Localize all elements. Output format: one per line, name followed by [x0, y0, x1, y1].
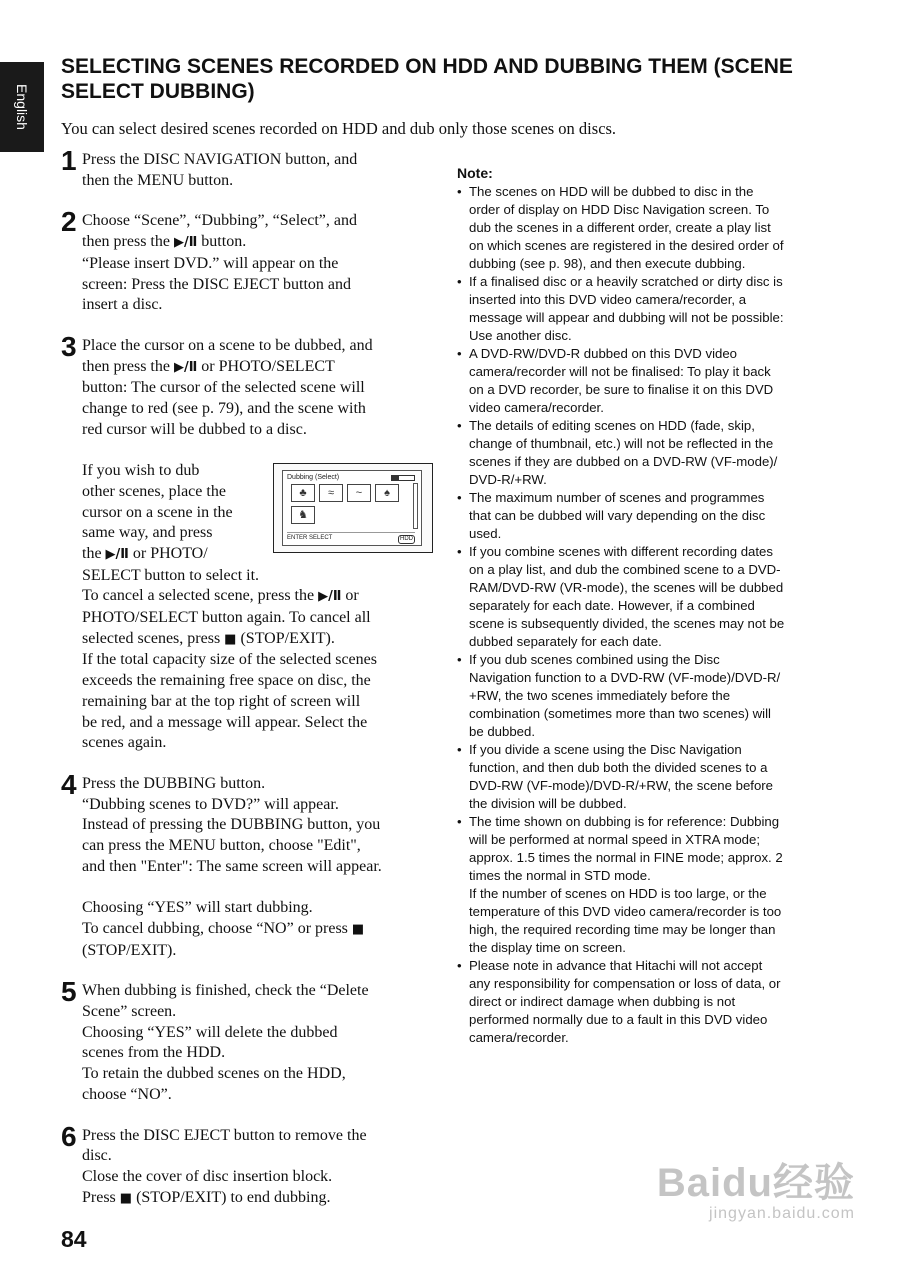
note-text: Please note in advance that Hitachi will not accept	[469, 958, 763, 973]
bullet-icon: •	[457, 652, 462, 667]
bullet-icon: •	[457, 184, 462, 199]
step-text: Choose “Scene”, “Dubbing”, “Select”, and	[82, 212, 358, 230]
step-text: selected scenes, press ■ (STOP/EXIT).	[82, 629, 335, 647]
note-text: direct or indirect damage when dubbing is not	[469, 994, 736, 1009]
bullet-icon: •	[457, 544, 462, 559]
stop-icon: ■	[119, 1190, 133, 1206]
note-text: be dubbed.	[469, 724, 536, 739]
note-text: The time shown on dubbing is for reference: Dubbing	[469, 814, 780, 829]
note-text: message will appear and dubbing will not be possible:	[469, 310, 784, 325]
note-text: Navigation function to a DVD-RW (VF-mode)/DVD-R/	[469, 670, 781, 685]
thumbnail-icon: ♣	[291, 484, 315, 502]
watermark-url: jingyan.baidu.com	[709, 1205, 855, 1222]
note-text: scene is subsequently divided, the scenes may not be	[469, 616, 785, 631]
bullet-icon: •	[457, 346, 462, 361]
stop-icon: ■	[224, 631, 237, 647]
note-text: on a play list, and dub the combined scene to a DVD-	[469, 562, 781, 577]
note-text: high, the required recording time may be longer than	[469, 922, 776, 937]
step-text: disc.	[82, 1147, 112, 1165]
note-text: If you combine scenes with different recording dates	[469, 544, 773, 559]
note-item	[457, 345, 837, 417]
step-text: PHOTO/SELECT button again. To cancel all	[82, 609, 371, 627]
bullet-icon: •	[457, 742, 462, 757]
note-text: approx. 1.5 times the normal in FINE mode; approx. 2	[469, 850, 783, 865]
note-item	[457, 489, 837, 543]
step-text: button: The cursor of the selected scene will	[82, 379, 365, 397]
step-text: Place the cursor on a scene to be dubbed, and	[82, 336, 373, 354]
note-text: The scenes on HDD will be dubbed to disc in the	[469, 184, 754, 199]
step-text: remaining bar at the top right of screen will	[82, 692, 361, 710]
note-text: camera/recorder.	[469, 1030, 569, 1045]
step-text: If you wish to dub	[82, 462, 200, 480]
note-text: on which scenes are registered in the desired order of	[469, 238, 784, 253]
note-text: If a finalised disc or a heavily scratched or dirty disc is	[469, 274, 783, 289]
thumbnail-icon: ≈	[319, 484, 343, 502]
play-pause-icon: ▶/Ⅱ	[318, 589, 342, 605]
step-number: 1	[61, 145, 77, 176]
bullet-icon: •	[457, 958, 462, 973]
note-text: times the normal in STD mode.	[469, 868, 651, 883]
note-item	[457, 651, 837, 741]
step-text: When dubbing is finished, check the “Delete	[82, 982, 369, 1000]
step-2	[61, 206, 433, 316]
step-text: the ▶/Ⅱ or PHOTO/	[82, 544, 208, 562]
step-text: Instead of pressing the DUBBING button, you	[82, 816, 381, 834]
step-number: 3	[61, 330, 77, 362]
step-6	[61, 1120, 433, 1210]
step-number: 4	[61, 768, 77, 800]
step-1	[61, 145, 433, 191]
scrollbar-icon	[413, 483, 418, 529]
step-text: “Please insert DVD.” will appear on the	[82, 254, 339, 272]
step-text: If the total capacity size of the selected scenes	[82, 651, 377, 669]
step-text: red cursor will be dubbed to a disc.	[82, 420, 307, 438]
note-text: function, and then dub both the divided scenes to a	[469, 760, 768, 775]
note-item	[457, 417, 837, 489]
step-text: To cancel a selected scene, press the ▶/Ⅱ or	[82, 587, 359, 605]
step-text: then press the ▶/Ⅱ button.	[82, 233, 247, 251]
hdd-badge: HDD	[400, 536, 413, 543]
bullet-icon: •	[457, 490, 462, 505]
step-3	[61, 330, 433, 754]
note-text: inserted into this DVD video camera/recorder, a	[469, 292, 747, 307]
note-text: order of display on HDD Disc Navigation screen. To	[469, 202, 770, 217]
step-number: 6	[61, 1120, 77, 1152]
step-text: Press the DISC NAVIGATION button, and	[82, 151, 358, 168]
step-text: exceeds the remaining free space on disc, the	[82, 672, 371, 690]
note-text: the division will be dubbed.	[469, 796, 627, 811]
note-item	[457, 543, 837, 651]
page-title: SELECTING SCENES RECORDED ON HDD AND DUBBING THEM (SCENE SELECT DUBBING)	[61, 55, 793, 103]
thumbnail-icon: ♠	[375, 484, 399, 502]
note-text: If the number of scenes on HDD is too large, or the	[469, 886, 767, 901]
step-text: then press the ▶/Ⅱ or PHOTO/SELECT	[82, 357, 335, 375]
note-text: DVD-RW (VF-mode)/DVD-R/+RW, the scene before	[469, 778, 774, 793]
note-text: The maximum number of scenes and programmes	[469, 490, 765, 505]
language-label: English	[14, 84, 30, 130]
watermark-logo: Baidu经验	[656, 1161, 855, 1205]
step-text: To cancel dubbing, choose “NO” or press ■	[82, 919, 365, 937]
note-text: video camera/recorder.	[469, 400, 604, 415]
watermark	[657, 1162, 855, 1224]
note-item	[457, 183, 837, 273]
note-item	[457, 813, 837, 957]
step-text: Scene” screen.	[82, 1002, 177, 1020]
note-text: any responsibility for compensation or loss of data, or	[469, 976, 781, 991]
note-text: If you divide a scene using the Disc Navigation	[469, 742, 742, 757]
step-text: screen: Press the DISC EJECT button and	[82, 275, 352, 293]
notes-column	[457, 164, 837, 1047]
play-pause-icon: ▶/Ⅱ	[173, 359, 198, 375]
notes-list	[457, 183, 837, 1047]
bullet-icon: •	[457, 274, 462, 289]
intro-text: You can select desired scenes recorded on HDD and dub only those scenes on discs.	[61, 119, 617, 138]
note-text: dub the scenes in a different order, create a play list	[469, 220, 771, 235]
step-4	[61, 768, 433, 961]
language-tab	[0, 62, 44, 152]
bullet-icon: •	[457, 814, 462, 829]
step-text: can press the MENU button, choose "Edit",	[82, 837, 361, 855]
step-text: choose “NO”.	[82, 1085, 172, 1103]
step-text: Choosing “YES” will start dubbing.	[82, 899, 313, 917]
note-text: change of thumbnail, etc.) will not be reflected in the	[469, 436, 774, 451]
play-pause-icon: ▶/Ⅱ	[105, 546, 129, 562]
screen-footer: ENTER SELECT HDD	[287, 532, 415, 542]
note-text: If you dub scenes combined using the Disc	[469, 652, 720, 667]
step-text: (STOP/EXIT).	[82, 941, 177, 959]
note-text: used.	[469, 526, 502, 541]
page-number: 84	[61, 1226, 87, 1252]
remaining-bar	[391, 475, 415, 481]
step-text: insert a disc.	[82, 296, 163, 314]
step-number: 2	[61, 206, 77, 238]
step-text: scenes from the HDD.	[82, 1044, 226, 1062]
bullet-icon: •	[457, 418, 462, 433]
thumbnail-icon: ♞	[291, 506, 315, 524]
step-number: 5	[61, 976, 77, 1008]
note-text: that can be dubbed will vary depending on the disc	[469, 508, 766, 523]
note-text: the display time on screen.	[469, 940, 626, 955]
note-item	[457, 741, 837, 813]
step-text: change to red (see p. 79), and the scene with	[82, 400, 366, 418]
step-text: cursor on a scene in the	[82, 503, 233, 521]
note-heading: Note:	[457, 165, 493, 181]
stop-icon: ■	[351, 921, 365, 937]
thumbnail-icon: ~	[347, 484, 371, 502]
step-text: Press ■ (STOP/EXIT) to end dubbing.	[82, 1188, 331, 1206]
note-text: +RW, the two scenes immediately before the	[469, 688, 731, 703]
note-text: RAM/DVD-RW (VR-mode), the scenes will be dubbed	[469, 580, 784, 595]
step-text: then the MENU button.	[82, 171, 234, 189]
play-pause-icon: ▶/Ⅱ	[173, 235, 198, 251]
step-text: Choosing “YES” will delete the dubbed	[82, 1023, 338, 1041]
note-text: temperature of this DVD video camera/recorder is too	[469, 904, 782, 919]
note-text: on a DVD recorder, be sure to finalise it on this DVD	[469, 382, 774, 397]
note-text: A DVD-RW/DVD-R dubbed on this DVD video	[469, 346, 738, 361]
step-text: To retain the dubbed scenes on the HDD,	[82, 1065, 346, 1083]
note-item	[457, 957, 837, 1047]
note-text: camera/recorder will not be finalised: To play it back	[469, 364, 771, 379]
note-text: DVD-R/+RW.	[469, 472, 547, 487]
step-text: be red, and a message will appear. Select the	[82, 713, 368, 731]
step-text: Press the DISC EJECT button to remove the	[82, 1126, 367, 1144]
step-text: same way, and press	[82, 524, 213, 542]
note-item	[457, 273, 837, 345]
note-text: separately for each date. However, if a combined	[469, 598, 755, 613]
note-text: will be performed at normal speed in XTRA mode;	[469, 832, 760, 847]
note-text: scenes if they are dubbed on a DVD-RW (VF-mode)/	[469, 454, 778, 469]
step-5	[61, 976, 433, 1105]
steps-column	[61, 145, 433, 1229]
note-text: Use another disc.	[469, 328, 572, 343]
note-text: performed normally due to a fault in this DVD video	[469, 1012, 768, 1027]
step-text: “Dubbing scenes to DVD?” will appear.	[82, 795, 339, 813]
screen-title: Dubbing (Select)	[287, 474, 340, 482]
step-text: and then "Enter": The same screen will appear.	[82, 857, 382, 875]
dubbing-select-screen-illustration	[273, 463, 433, 553]
note-text: combination (sometimes more than two scenes) will	[469, 706, 771, 721]
note-text: dubbing (see p. 98), and then execute dubbing.	[469, 256, 746, 271]
step-text: other scenes, place the	[82, 482, 226, 500]
step-text: SELECT button to select it.	[82, 566, 260, 584]
step-text: scenes again.	[82, 734, 167, 752]
step-text: Press the DUBBING button.	[82, 774, 266, 792]
step-text: Close the cover of disc insertion block.	[82, 1167, 333, 1185]
note-text: The details of editing scenes on HDD (fade, skip,	[469, 418, 755, 433]
note-text: dubbed separately for each date.	[469, 634, 662, 649]
scene-thumbnails	[291, 484, 411, 528]
